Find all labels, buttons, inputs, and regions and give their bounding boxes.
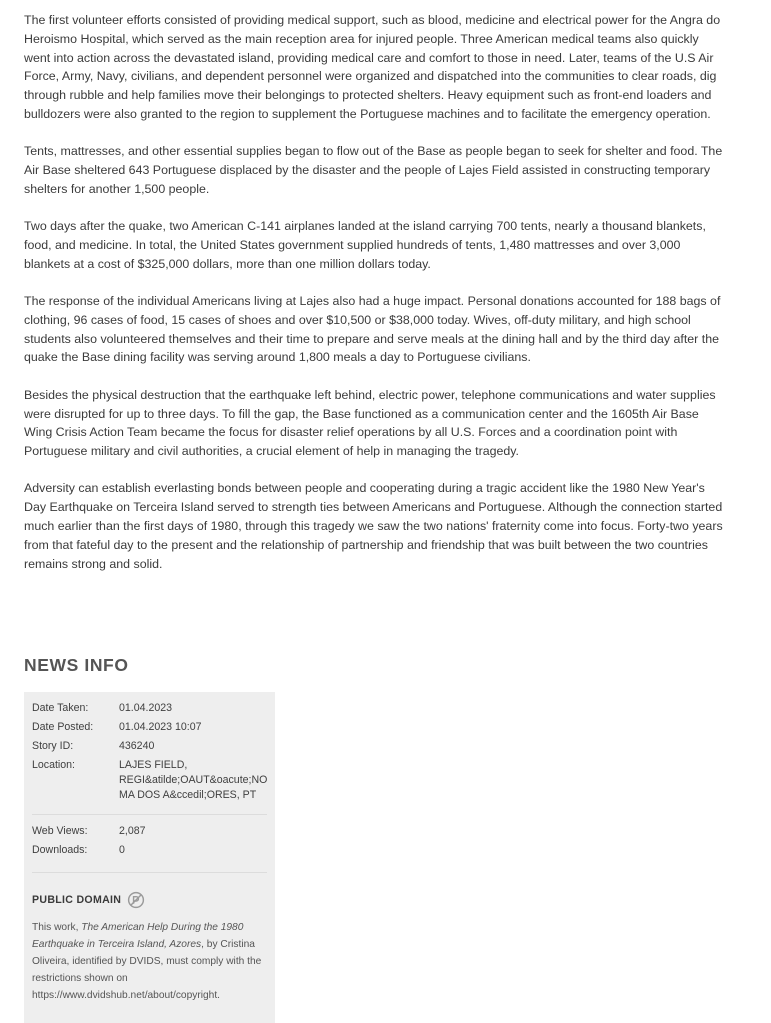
- article-paragraph-2: Tents, mattresses, and other essential supplies began to flow out of the Base as people began to seek for shelter and food. The Air Base sheltered 643 Portuguese displaced by the disaster and the people of Lajes Field assisted in constructing temporary shelters for another 1,500 people.: [24, 144, 723, 196]
- article-paragraph-5: Besides the physical destruction that the earthquake left behind, electric power, telephone communications and water supplies were disrupted for up to three days. To fill the gap, the Base functioned as a communication center and the 1605th Air Base Wing Crisis Action Team became the focus for disaster relief operations by all U.S. Forces and a coordination point with Portuguese military and civil authorities, a crucial element of help in managing the tragedy.: [24, 387, 716, 459]
- story-id-value: 436240: [119, 740, 155, 752]
- date-posted-value: 01.04.2023 10:07: [119, 721, 202, 733]
- story-id-label: Story ID:: [32, 740, 74, 752]
- location-row: [32, 758, 267, 803]
- divider: [32, 814, 267, 815]
- date-posted-label: Date Posted:: [32, 721, 94, 733]
- article-paragraph-4: The response of the individual Americans living at Lajes also had a huge impact. Personal donations accounted for 188 bags of clothing, 96 cases of food, 15 cases of shoes and over $10,500 or $38,000 today. Wives, off-duty military, and high school students also volunteered themselves and their time to prepare and serve meals at the dining hall and by the third day after the quake the Base dining facility was serving around 1,800 meals a day to Portuguese civilians.: [24, 294, 721, 365]
- public-domain-label: PUBLIC DOMAIN: [32, 894, 122, 906]
- article-body: [24, 11, 724, 592]
- story-id-row: [32, 739, 267, 754]
- web-views-label: Web Views:: [32, 825, 88, 837]
- public-domain-text: This work, The American Help During the 1980 Earthquake in Terceira Island, Azores, by Cristina Oliveira, identified by DVIDS, must comply with the restrictions shown on https://www.dvidshub.net/about/copyright.: [32, 922, 262, 1001]
- work-title: The American Help During the 1980 Earthquake in Terceira Island, Azores: [32, 922, 244, 950]
- public-domain-title: [32, 891, 267, 909]
- news-info-box: [24, 692, 275, 1023]
- date-taken-row: [32, 701, 267, 716]
- public-domain-icon: [127, 891, 145, 909]
- downloads-value: 0: [119, 844, 125, 856]
- location-value: LAJES FIELD, REGI&atilde;OAUT&oacute;NOMA DOS A&ccedil;ORES, PT: [119, 759, 268, 801]
- divider: [32, 872, 267, 873]
- web-views-row: [32, 824, 267, 839]
- article-paragraph-3: Two days after the quake, two American C-141 airplanes landed at the island carrying 700 tents, nearly a thousand blankets, food, and medicine. In total, the United States government supplied hundreds of tents, 1,480 mattresses and over 3,000 blankets at a cost of $325,000 dollars, more than one million dollars today.: [24, 219, 706, 271]
- date-posted-row: [32, 720, 267, 735]
- web-views-value: 2,087: [119, 825, 146, 837]
- date-taken-label: Date Taken:: [32, 702, 89, 714]
- date-taken-value: 01.04.2023: [119, 702, 173, 714]
- downloads-row: [32, 843, 267, 858]
- news-info-heading: NEWS INFO: [24, 655, 129, 675]
- article-paragraph-6: Adversity can establish everlasting bonds between people and cooperating during a tragic accident like the 1980 New Year's Day Earthquake on Terceira Island served to strength ties between Americans and Portuguese. Although the connection started much earlier than the first days of 1980, through this tragedy we saw the two nations' fraternity come into focus. Forty-two years from that fateful day to the present and the relationship of partnership and friendship that was built between the two countries remains strong and solid.: [24, 481, 723, 571]
- downloads-label: Downloads:: [32, 844, 88, 856]
- location-label: Location:: [32, 759, 75, 771]
- article-paragraph-1: The first volunteer efforts consisted of providing medical support, such as blood, medicine and electrical power for the Angra do Heroismo Hospital, which served as the main reception area for injured people. Three American medical teams also quickly went into action across the devastated island, providing medical care and comfort to those in need. Later, teams of the U.S Air Force, Army, Navy, civilians, and dependent personnel were organized and dispatched into the communities to clear roads, dig through rubble and help families move their belongings to protected shelters. Heavy equipment such as front-end loaders and bulldozers were also granted to the region to supplement the Portuguese machines and to facilitate the emergency operation.: [24, 13, 721, 121]
